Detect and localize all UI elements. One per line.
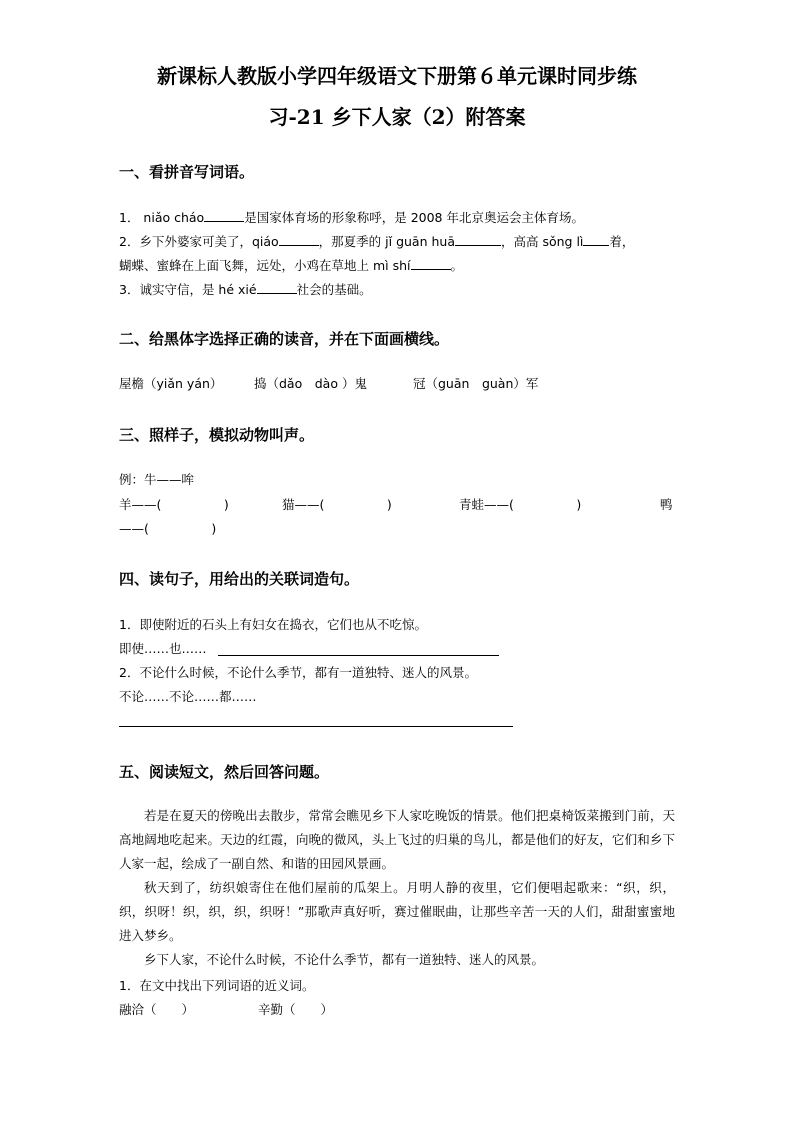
section3-heading: 三、照样子，模拟动物叫声。 <box>119 426 315 444</box>
s4-q1: 1．即使附近的石头上有妇女在捣衣，它们也从不吃惊。 <box>119 617 427 632</box>
s1-q2-text-b: ，那夏季的 jǐ guān huā <box>318 234 455 249</box>
s1-q3 <box>119 281 372 298</box>
s1-q2-line1 <box>119 233 634 250</box>
s3-item-duck-answer[interactable]: ——( ) <box>119 521 217 536</box>
s3-example: 例：牛——哞 <box>119 472 195 487</box>
s3-item-duck: 鸭 <box>660 497 673 512</box>
s5-q1: 1．在文中找出下列词语的近义词。 <box>119 978 315 993</box>
s1-q3-blank[interactable] <box>257 281 297 294</box>
s5-paragraph-3: 乡下人家，不论什么时候，不论什么季节，都有一道独特、迷人的风景。 <box>144 952 545 967</box>
s2-item-eaves: 屋檐（yiǎn yán） <box>119 376 223 391</box>
s1-q2-blank-2[interactable] <box>455 233 501 246</box>
section4-heading: 四、读句子，用给出的关联词造句。 <box>119 570 360 588</box>
s4-q2: 2．不论什么时候，不论什么季节，都有一道独特、迷人的风景。 <box>119 665 477 680</box>
s3-item-cat[interactable]: 猫——( ) <box>282 497 392 512</box>
s1-q3-text-b: 社会的基础。 <box>296 282 372 297</box>
s1-q1-text-b: 是国家体育场的形象称呼，是 2008 年北京奥运会主体育场。 <box>244 210 584 225</box>
s1-q2-text-e: 蝴蝶、蜜蜂在上面飞舞，远处，小鸡在草地上 mì shí <box>119 258 411 273</box>
s4-q2-answer-line[interactable] <box>119 726 513 727</box>
doc-title-line2: 习-21 乡下人家（2）附答案 <box>268 105 526 129</box>
s1-q2-blank-1[interactable] <box>279 233 319 246</box>
s4-q1-prompt: 即使……也…… <box>119 641 207 656</box>
s5-synonym-diligent[interactable]: 辛勤（ ） <box>258 1002 334 1017</box>
s1-q2-line2 <box>119 257 463 274</box>
s1-q2-text-c: ，高高 sǒng lì <box>500 234 584 249</box>
section5-heading: 五、阅读短文，然后回答问题。 <box>119 763 330 781</box>
s1-q2-text-d: 着， <box>609 234 635 249</box>
s1-q1-text-a: 1． niǎo cháo <box>119 210 205 225</box>
s3-item-sheep[interactable]: 羊——( ) <box>119 497 229 512</box>
s2-item-dao: 捣（dǎo dào ）鬼 <box>254 376 367 391</box>
s1-q1-blank[interactable] <box>204 209 244 222</box>
s1-q2-blank-4[interactable] <box>411 257 451 270</box>
doc-title-line1: 新课标人教版小学四年级语文下册第６单元课时同步练 <box>157 64 637 88</box>
s4-q2-prompt: 不论……不论……都…… <box>119 689 257 704</box>
s2-item-guan: 冠（guān guàn）军 <box>413 376 539 391</box>
s5-synonym-harmonious[interactable]: 融洽（ ） <box>119 1002 195 1017</box>
section1-heading: 一、看拼音写词语。 <box>119 163 255 181</box>
s1-q2-text-a: 2．乡下外婆家可美了，qiáo <box>119 234 279 249</box>
s5-paragraph-2: 秋天到了，纺织娘寄住在他们屋前的瓜架上。月明人静的夜里，它们便唱起歌来：“织，织，织，织呀！织，织，织，织呀！”那歌声真好听，赛过催眠曲，让那些辛苦一天的人们，甜甜蜜蜜地进入梦乡。 <box>119 880 675 943</box>
s5-paragraph-1: 若是在夏天的傍晚出去散步，常常会瞧见乡下人家吃晚饭的情景。他们把桌椅饭菜搬到门前，天高地阔地吃起来。天边的红霞，向晚的微风，头上飞过的归巢的鸟儿，都是他们的好友，它们和乡下人家一起，绘成了一副自然、和谐的田园风景画。 <box>119 808 675 871</box>
s3-item-frog[interactable]: 青蛙——( ) <box>459 497 582 512</box>
s4-q1-answer-line[interactable] <box>218 655 499 656</box>
section2-heading: 二、给黑体字选择正确的读音，并在下面画横线。 <box>119 330 450 348</box>
s1-q3-text-a: 3．诚实守信，是 hé xié <box>119 282 257 297</box>
s1-q1 <box>119 209 584 226</box>
s1-q2-text-f: 。 <box>450 258 464 273</box>
s1-q2-blank-3[interactable] <box>583 233 609 246</box>
